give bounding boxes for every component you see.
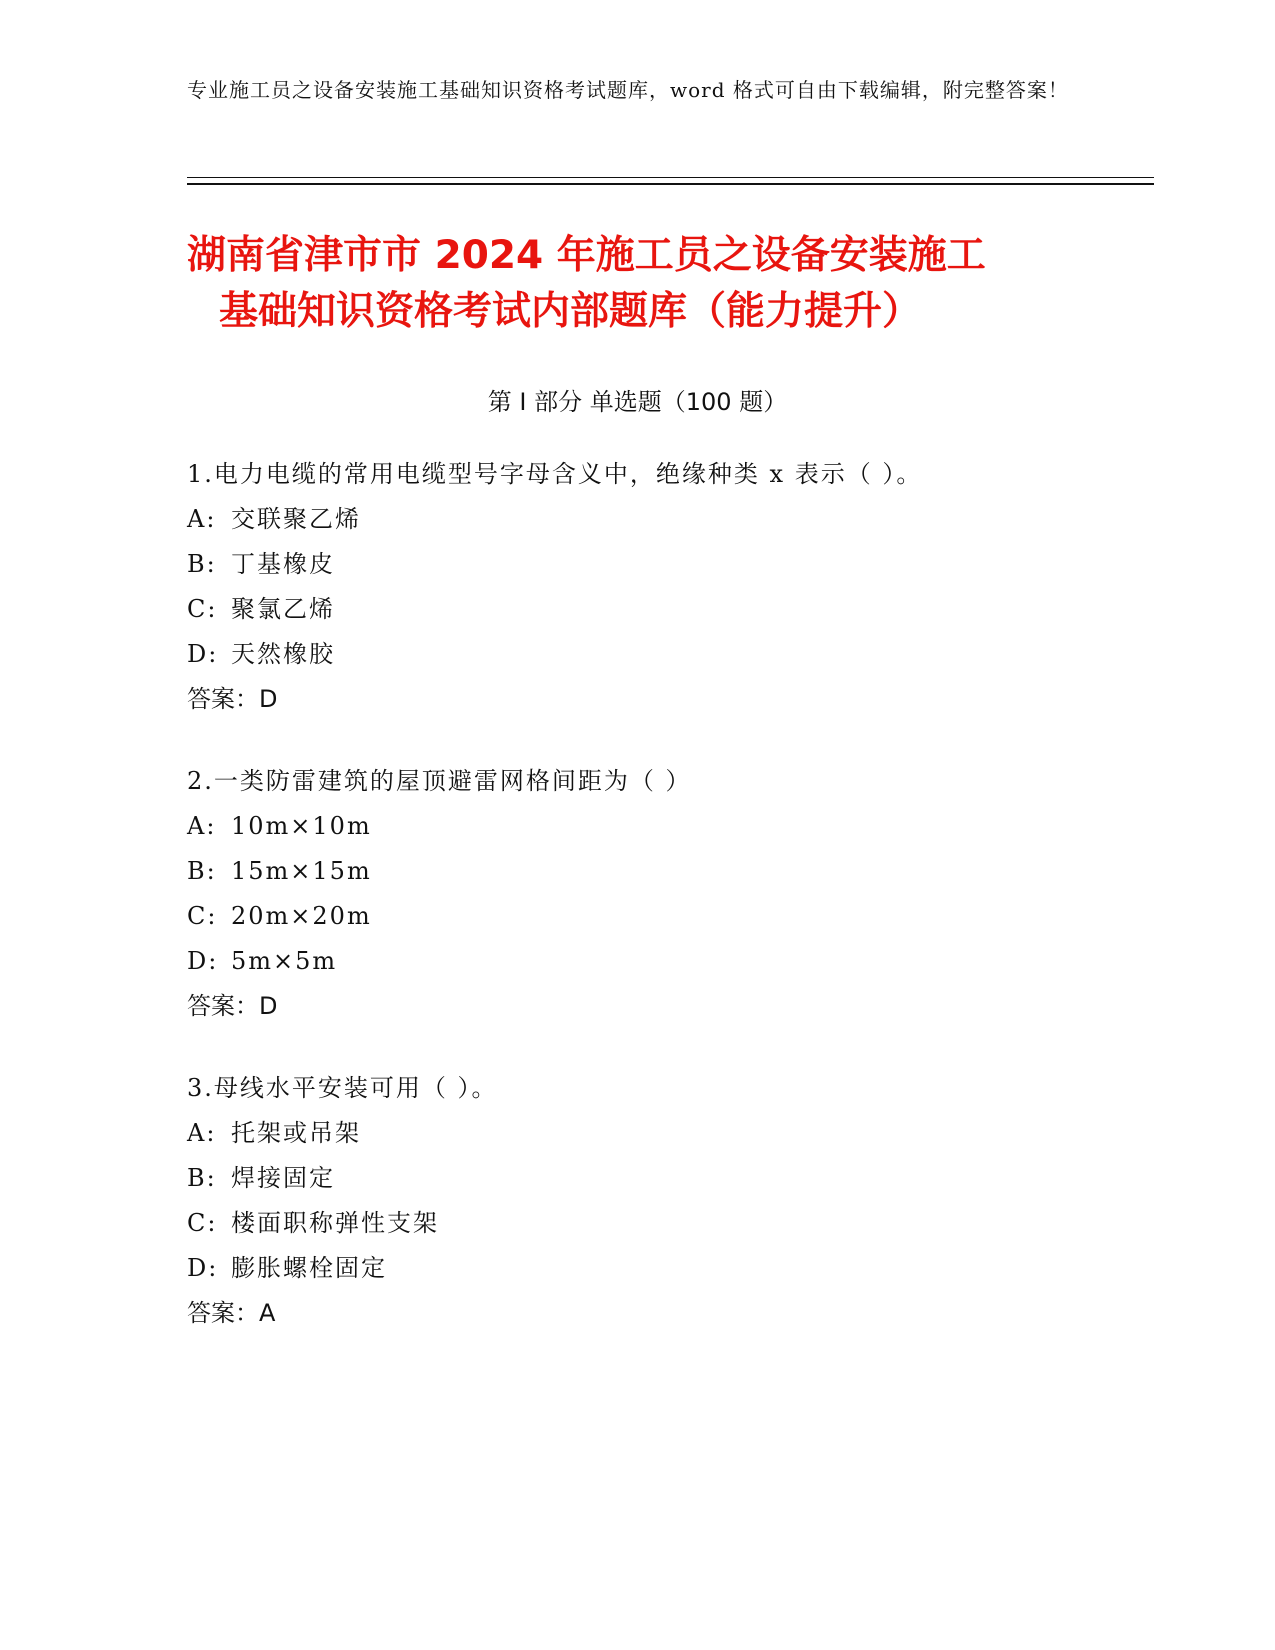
option-text: 聚氯乙烯 (231, 595, 335, 623)
header-divider-thin (187, 177, 1154, 178)
option-letter: A: (187, 1119, 217, 1147)
option-letter: C: (187, 1209, 218, 1237)
option-d (187, 1246, 1107, 1291)
option-letter: D: (187, 947, 219, 975)
section-heading: 第 I 部分 单选题（100 题） (487, 388, 788, 416)
question-3 (187, 1066, 1107, 1336)
option-c (187, 894, 1107, 939)
option-letter: B: (187, 1164, 217, 1192)
answer-line: 答案：D (187, 992, 278, 1020)
question-stem: 2.一类防雷建筑的屋顶避雷网格间距为（ ） (187, 767, 692, 795)
title-line-2: 基础知识资格考试内部题库（能力提升） (219, 289, 922, 334)
option-a (187, 497, 1107, 542)
option-text: 10m×10m (231, 812, 372, 840)
option-a (187, 1111, 1107, 1156)
question-stem: 3.母线水平安装可用（ ）。 (187, 1074, 498, 1102)
option-text: 托架或吊架 (231, 1119, 361, 1147)
option-c (187, 1201, 1107, 1246)
option-letter: A: (187, 812, 217, 840)
option-d (187, 939, 1107, 984)
option-text: 20m×20m (231, 902, 372, 930)
option-a (187, 804, 1107, 849)
option-letter: C: (187, 595, 218, 623)
question-1 (187, 452, 1107, 722)
option-text: 楼面职称弹性支架 (231, 1209, 439, 1237)
option-text: 天然橡胶 (231, 640, 335, 668)
document-title (187, 228, 1087, 340)
option-letter: D: (187, 640, 219, 668)
option-d (187, 632, 1107, 677)
question-stem: 1.电力电缆的常用电缆型号字母含义中，绝缘种类 x 表示（ ）。 (187, 460, 923, 488)
option-text: 膨胀螺栓固定 (231, 1254, 387, 1282)
option-b (187, 849, 1107, 894)
option-c (187, 587, 1107, 632)
answer-line: 答案：A (187, 1299, 276, 1327)
option-text: 15m×15m (231, 857, 372, 885)
option-text: 5m×5m (231, 947, 338, 975)
option-b (187, 542, 1107, 587)
option-letter: B: (187, 857, 217, 885)
option-b (187, 1156, 1107, 1201)
title-line-1: 湖南省津市市 2024 年施工员之设备安装施工 (187, 233, 986, 278)
option-text: 丁基橡皮 (231, 550, 335, 578)
option-letter: A: (187, 505, 217, 533)
question-2 (187, 759, 1107, 1029)
header-divider-thick (187, 183, 1154, 185)
option-text: 交联聚乙烯 (231, 505, 361, 533)
option-letter: D: (187, 1254, 219, 1282)
answer-line: 答案：D (187, 685, 278, 713)
option-letter: C: (187, 902, 218, 930)
option-letter: B: (187, 550, 217, 578)
header-note: 专业施工员之设备安装施工基础知识资格考试题库，word 格式可自由下载编辑，附完整答案！ (187, 78, 1069, 102)
option-text: 焊接固定 (231, 1164, 335, 1192)
